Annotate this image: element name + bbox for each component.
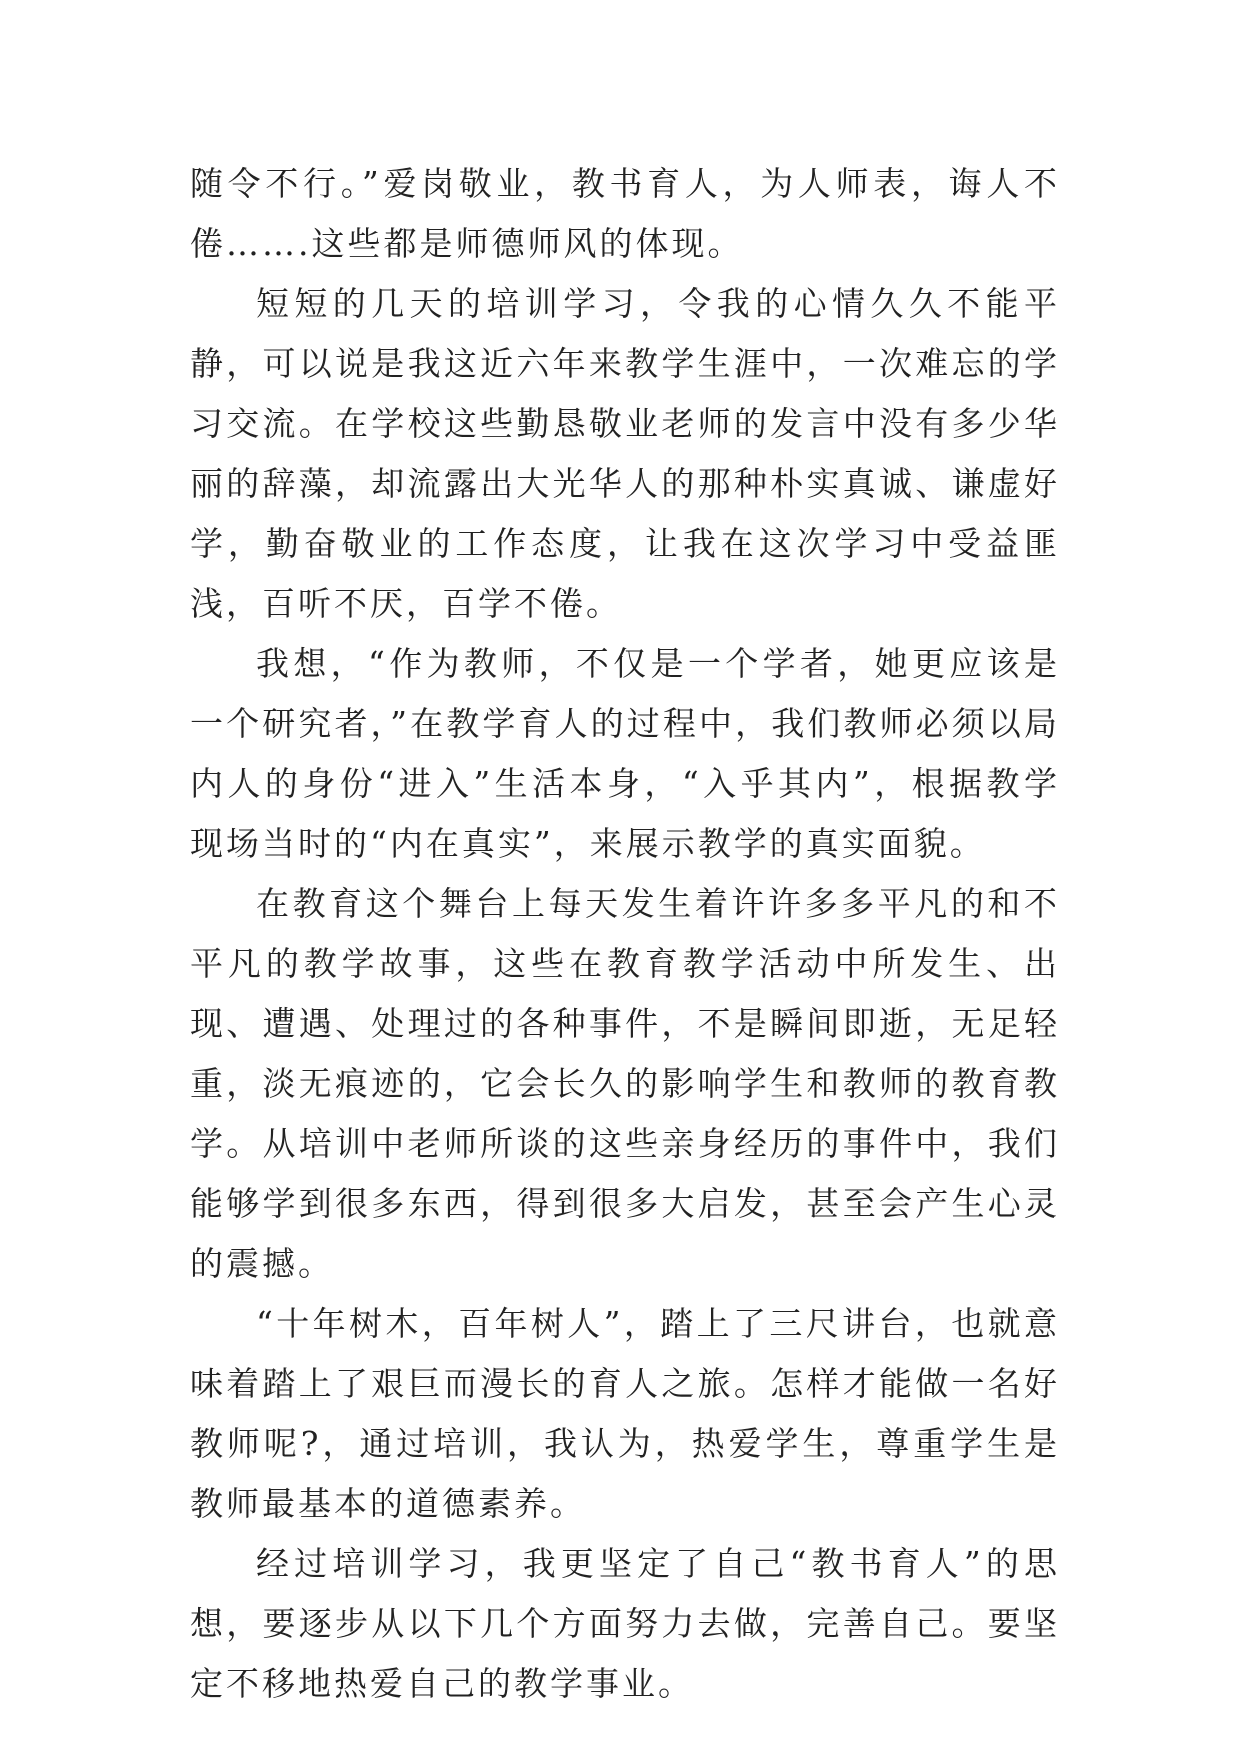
paragraph-2: 短短的几天的培训学习，令我的心情久久不能平静，可以说是我这近六年来教学生涯中，一次难忘的学习交流。在学校这些勤恳敬业老师的发言中没有多少华丽的辞藻，却流露出大光华人的那种朴实真诚、谦虚好学，勤奋敬业的工作态度，让我在这次学习中受益匪浅，百听不厌，百学不倦。 [190, 284, 1060, 623]
paragraph-1: 随令不行。”爱岗敬业，教书育人，为人师表，诲人不倦…….这些都是师德师风的体现。 [190, 164, 1060, 263]
paragraph-6: 经过培训学习，我更坚定了自己“教书育人”的思想，要逐步从以下几个方面努力去做，完善自己。要坚定不移地热爱自己的教学事业。 [190, 1544, 1060, 1703]
paragraph-5: “十年树木，百年树人”，踏上了三尺讲台，也就意味着踏上了艰巨而漫长的育人之旅。怎样才能做一名好教师呢?，通过培训，我认为，热爱学生，尊重学生是教师最基本的道德素养。 [190, 1304, 1060, 1523]
paragraph-3: 我想，“作为教师，不仅是一个学者，她更应该是一个研究者，”在教学育人的过程中，我们教师必须以局内人的身份“进入”生活本身，“入乎其内”，根据教学现场当时的“内在真实”，来展示教学的真实面貌。 [190, 644, 1060, 863]
document-body [190, 154, 1060, 1714]
paragraph-4: 在教育这个舞台上每天发生着许许多多平凡的和不平凡的教学故事，这些在教育教学活动中所发生、出现、遭遇、处理过的各种事件，不是瞬间即逝，无足轻重，淡无痕迹的，它会长久的影响学生和教师的教育教学。从培训中老师所谈的这些亲身经历的事件中，我们能够学到很多东西，得到很多大启发，甚至会产生心灵的震撼。 [190, 884, 1060, 1283]
